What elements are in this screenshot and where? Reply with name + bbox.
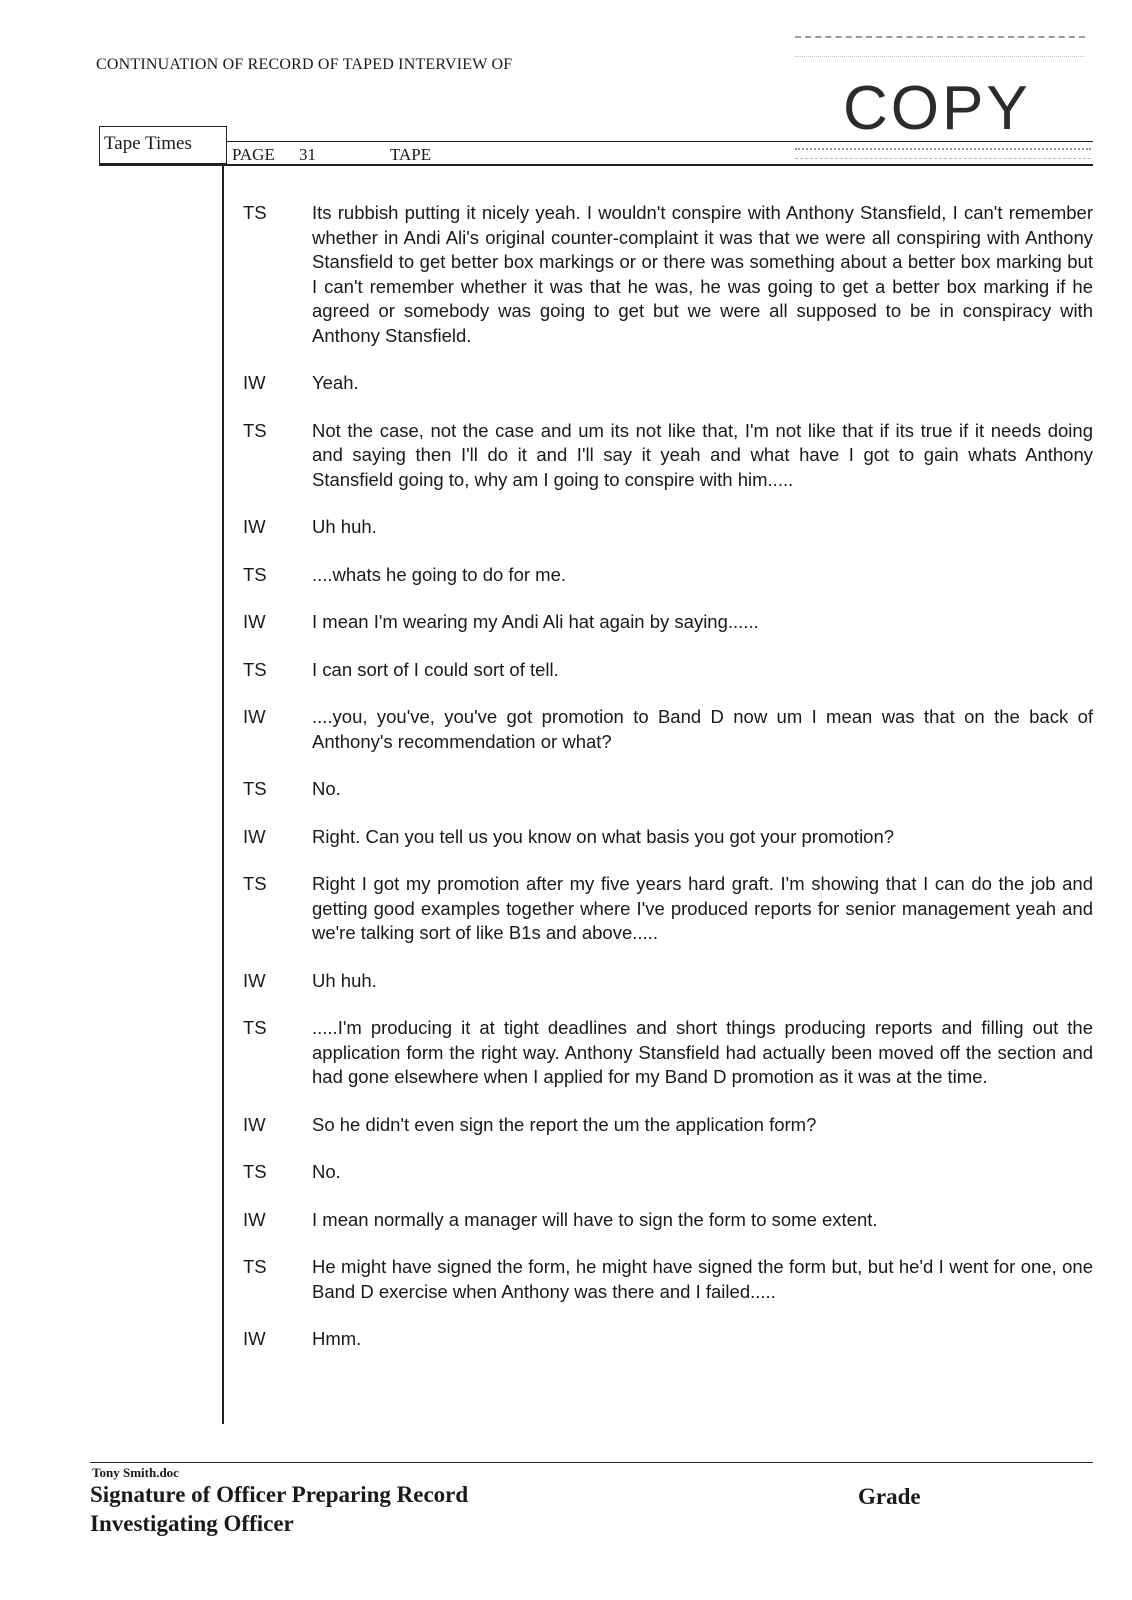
officer-role: Investigating Officer	[90, 1511, 294, 1536]
utterance-text: Hmm.	[312, 1328, 362, 1349]
record-title: CONTINUATION OF RECORD OF TAPED INTERVIEW OF	[96, 56, 513, 73]
utterance-text: No.	[312, 1161, 341, 1182]
speaker-code: IW	[243, 706, 266, 727]
transcript-entry	[243, 658, 1093, 683]
transcript-entry	[243, 825, 1093, 850]
tape-label: TAPE	[390, 145, 432, 164]
utterance-text: No.	[312, 778, 341, 799]
speaker-code: IW	[243, 825, 266, 847]
transcript-entry	[243, 201, 1093, 348]
speaker-code: IW	[243, 516, 266, 537]
speaker-code: TS	[243, 778, 267, 799]
utterance-text: Uh huh.	[312, 969, 377, 991]
copy-stamp	[795, 30, 1093, 158]
page-label: PAGE	[232, 145, 275, 164]
speaker-code: IW	[243, 1328, 266, 1349]
transcript	[243, 201, 1093, 1375]
transcript-entry	[243, 969, 1093, 994]
transcript-entry	[243, 371, 1093, 396]
utterance-text: .....I'm producing it at tight deadlines and short things producing reports and filling out the application form the right way. Anthony Stansfield had actually been moved off the section and had gone elsewhere when I applied for my Band D promotion as it was at the time.	[312, 1017, 1093, 1087]
utterance-text: Right. Can you tell us you know on what basis you got your promotion?	[312, 825, 895, 847]
speaker-code: TS	[243, 563, 267, 585]
speaker-code: IW	[243, 1208, 266, 1230]
speaker-code: IW	[243, 1113, 266, 1135]
grade-label: Grade	[858, 1484, 921, 1509]
utterance-text: I mean I'm wearing my Andi Ali hat again by saying......	[312, 611, 759, 632]
utterance-text: Uh huh.	[312, 516, 377, 537]
stamp-bottom-border	[795, 148, 1091, 159]
speaker-code: TS	[243, 202, 267, 223]
utterance-text: Its rubbish putting it nicely yeah. I wouldn't conspire with Anthony Stansfield, I can't remember whether in Andi Ali's original counter-complaint it was that we were all conspiring with Anthony Stansfield to get better box markings or or there was something about a better box marking but I can't remember whether it was that he was, he was going to get a better box marking if he agreed or somebody was going to get but we were all supposed to be in conspiracy with Anthony Stansfield.	[312, 202, 1093, 346]
transcript-entry	[243, 515, 1093, 540]
speaker-code: TS	[243, 1256, 267, 1277]
stamp-top-border	[795, 36, 1085, 57]
speaker-code: TS	[243, 419, 267, 441]
utterance-text: I mean normally a manager will have to sign the form to some extent.	[312, 1208, 878, 1230]
tape-times-column-divider	[222, 164, 224, 1424]
utterance-text: Right I got my promotion after my five years hard graft. I'm showing that I can do the job and getting good examples together where I've produced reports for senior management yeah and we're talking sort of like B1s and above.....	[312, 873, 1093, 943]
transcript-entry	[243, 777, 1093, 802]
transcript-entry	[243, 872, 1093, 946]
utterance-text: I can sort of I could sort of tell.	[312, 658, 559, 680]
transcript-entry	[243, 1160, 1093, 1185]
utterance-text: ....you, you've, you've got promotion to Band D now um I mean was that on the back of Anthony's recommendation or what?	[312, 706, 1093, 752]
speaker-code: TS	[243, 1017, 267, 1038]
transcript-entry	[243, 610, 1093, 635]
speaker-code: IW	[243, 611, 266, 632]
transcript-entry	[243, 1208, 1093, 1233]
footer-rule	[90, 1462, 1093, 1463]
transcript-entry	[243, 419, 1093, 493]
speaker-code: TS	[243, 658, 267, 680]
page-number: 31	[299, 145, 316, 164]
utterance-text: He might have signed the form, he might have signed the form but, but he'd I went for one, one Band D exercise when Anthony was there and I failed.....	[312, 1256, 1093, 1302]
stamp-text: COPY	[843, 74, 1031, 143]
transcript-entry	[243, 1255, 1093, 1304]
signature-label: Signature of Officer Preparing Record	[90, 1482, 469, 1507]
utterance-text: Yeah.	[312, 372, 359, 393]
document-filename: Tony Smith.doc	[92, 1465, 179, 1480]
utterance-text: So he didn't even sign the report the um the application form?	[312, 1113, 817, 1135]
transcript-entry	[243, 563, 1093, 588]
transcript-entry	[243, 705, 1093, 754]
tape-times-label: Tape Times	[99, 126, 227, 164]
utterance-text: ....whats he going to do for me.	[312, 563, 567, 585]
speaker-code: IW	[243, 969, 266, 991]
speaker-code: TS	[243, 1161, 267, 1182]
header-rule	[227, 141, 1093, 142]
speaker-code: TS	[243, 873, 267, 894]
transcript-entry	[243, 1327, 1093, 1352]
speaker-code: IW	[243, 372, 266, 393]
transcript-entry	[243, 1113, 1093, 1138]
transcript-entry	[243, 1016, 1093, 1090]
utterance-text: Not the case, not the case and um its not like that, I'm not like that if its true if it needs doing and saying then I'll do it and I'll say it yeah and what have I got to gain whats Anthony Stansfield going to, why am I going to conspire with him.....	[312, 419, 1093, 490]
